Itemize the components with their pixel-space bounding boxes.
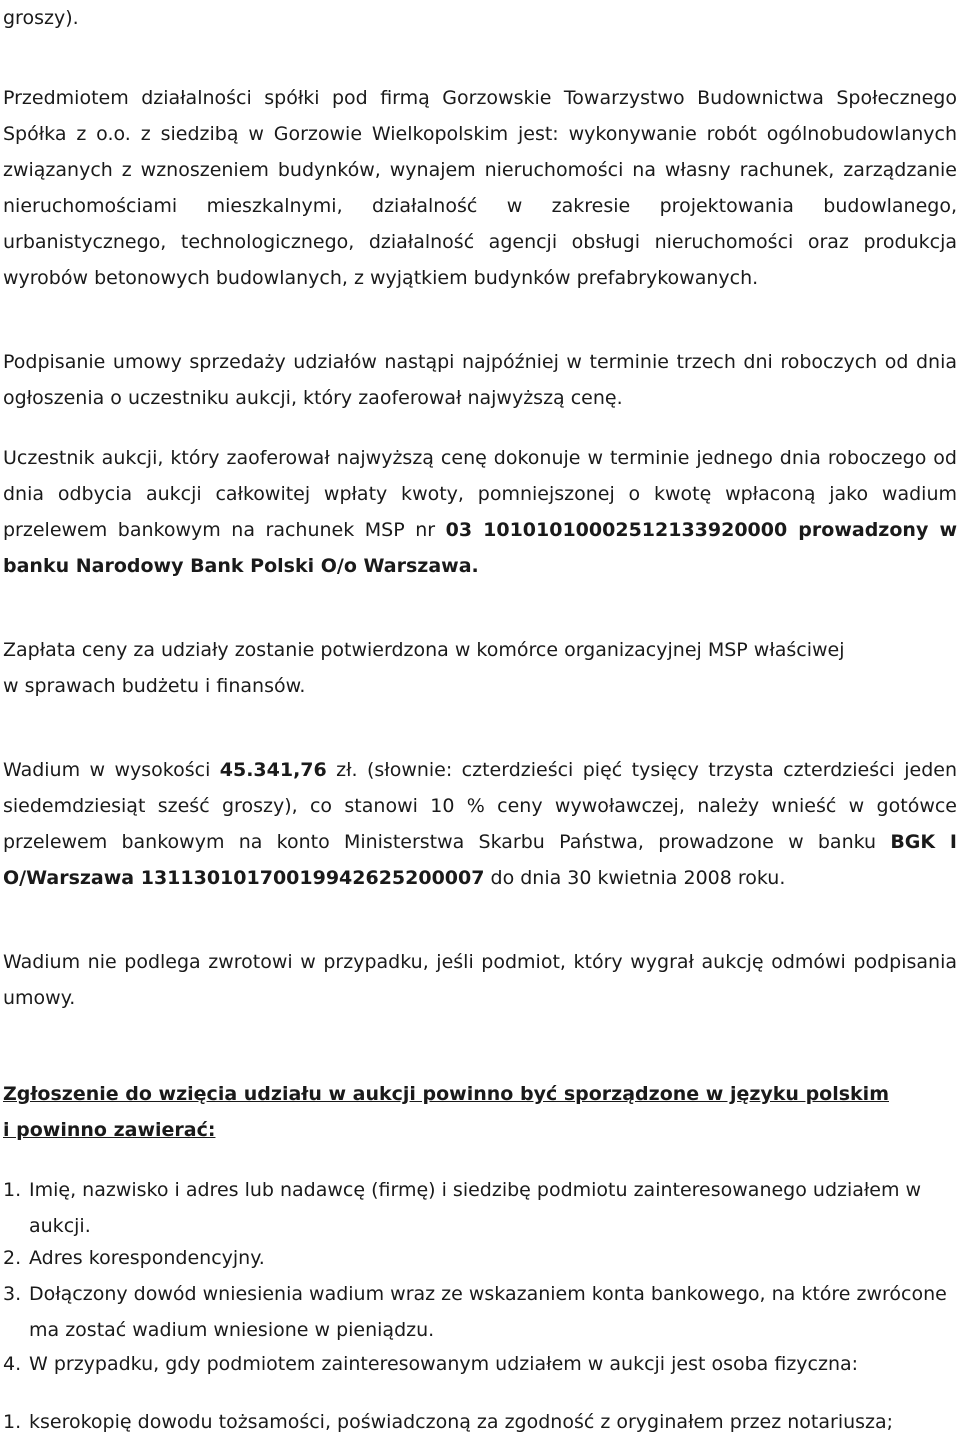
heading-line: i powinno zawierać: bbox=[3, 1119, 216, 1141]
text-line: związanych z wznoszeniem budynków, wynajem nieruchomości na własny rachunek, zarządzanie bbox=[3, 159, 957, 181]
text-line: urbanistycznego, technologicznego, działalność agencji obsługi nieruchomości oraz produkcja bbox=[3, 231, 957, 253]
text-line: wyrobów betonowych budowlanych, z wyjątkiem budynków prefabrykowanych. bbox=[3, 267, 759, 289]
text-span: zł. (słownie: czterdzieści pięć tysięcy trzysta czterdzieści jeden bbox=[326, 759, 958, 781]
list-number: 1. bbox=[3, 1179, 22, 1201]
text-span: do dnia 30 kwietnia 2008 roku. bbox=[484, 867, 786, 889]
list-number: 1. bbox=[3, 1411, 22, 1433]
text-span: przelewem bankowym na rachunek MSP nr bbox=[3, 519, 446, 541]
list-number: 2. bbox=[3, 1247, 22, 1269]
bank-account-number: 03 10101010002512133920000 prowadzony w bbox=[445, 519, 957, 541]
text-line: Wadium nie podlega zwrotowi w przypadku, jeśli podmiot, który wygrał aukcję odmówi podpisania bbox=[3, 951, 957, 973]
text-span: przelewem bankowym na konto Ministerstwa Skarbu Państwa, prowadzone w banku bbox=[3, 831, 891, 853]
list-item bbox=[3, 1178, 921, 1204]
list-text: Adres korespondencyjny. bbox=[29, 1247, 265, 1269]
list-item-continuation: aukcji. bbox=[29, 1215, 91, 1237]
text-line bbox=[3, 518, 957, 544]
text-line: w sprawach budżetu i finansów. bbox=[3, 675, 306, 697]
text-line: dnia odbycia aukcji całkowitej wpłaty kwoty, pomniejszonej o kwotę wpłaconą jako wadium bbox=[3, 483, 957, 505]
bank-name: BGK I bbox=[890, 831, 957, 853]
bank-name: banku Narodowy Bank Polski O/o Warszawa. bbox=[3, 555, 479, 577]
deposit-amount: 45.341,76 bbox=[219, 759, 327, 781]
heading-line: Zgłoszenie do wzięcia udziału w aukcji powinno być sporządzone w języku polskim bbox=[3, 1083, 889, 1105]
text-line: Podpisanie umowy sprzedaży udziałów nastąpi najpóźniej w terminie trzech dni roboczych od dnia bbox=[3, 351, 957, 373]
list-item bbox=[3, 1246, 265, 1272]
list-number: 4. bbox=[3, 1353, 22, 1375]
text-line: Uczestnik aukcji, który zaoferował najwyższą cenę dokonuje w terminie jednego dnia roboczego od bbox=[3, 447, 957, 469]
text-span: Wadium w wysokości bbox=[3, 759, 220, 781]
list-item-continuation: ma zostać wadium wniesione w pieniądzu. bbox=[29, 1319, 435, 1341]
list-item bbox=[3, 1282, 947, 1308]
list-item bbox=[3, 1410, 893, 1436]
list-item bbox=[3, 1352, 858, 1378]
deposit-account-number: O/Warszawa 13113010170019942625200007 bbox=[3, 867, 485, 889]
text-line bbox=[3, 758, 957, 784]
text-line: umowy. bbox=[3, 987, 76, 1009]
text-line: Przedmiotem działalności spółki pod firmą Gorzowskie Towarzystwo Budownictwa Społecznego bbox=[3, 87, 957, 109]
text-line: Spółka z o.o. z siedzibą w Gorzowie Wielkopolskim jest: wykonywanie robót ogólnobudowlanych bbox=[3, 123, 957, 145]
text-line bbox=[3, 830, 957, 856]
list-text: kserokopię dowodu tożsamości, poświadczoną za zgodność z oryginałem przez notariusza; bbox=[29, 1411, 894, 1433]
list-number: 3. bbox=[3, 1283, 22, 1305]
top-fragment: groszy). bbox=[3, 7, 79, 29]
text-line: nieruchomościami mieszkalnymi, działalność w zakresie projektowania budowlanego, bbox=[3, 195, 957, 217]
list-text: Dołączony dowód wniesienia wadium wraz ze wskazaniem konta bankowego, na które zwrócone bbox=[29, 1283, 947, 1305]
list-text: W przypadku, gdy podmiotem zainteresowanym udziałem w aukcji jest osoba fizyczna: bbox=[29, 1353, 859, 1375]
text-line bbox=[3, 866, 785, 892]
text-line: Zapłata ceny za udziały zostanie potwierdzona w komórce organizacyjnej MSP właściwej bbox=[3, 639, 845, 661]
list-text: Imię, nazwisko i adres lub nadawcę (firmę) i siedzibę podmiotu zainteresowanego udziałem w bbox=[29, 1179, 922, 1201]
text-line: ogłoszenia o uczestniku aukcji, który zaoferował najwyższą cenę. bbox=[3, 387, 623, 409]
text-line: siedemdziesiąt sześć groszy), co stanowi 10 % ceny wywoławczej, należy wnieść w gotówce bbox=[3, 795, 957, 817]
